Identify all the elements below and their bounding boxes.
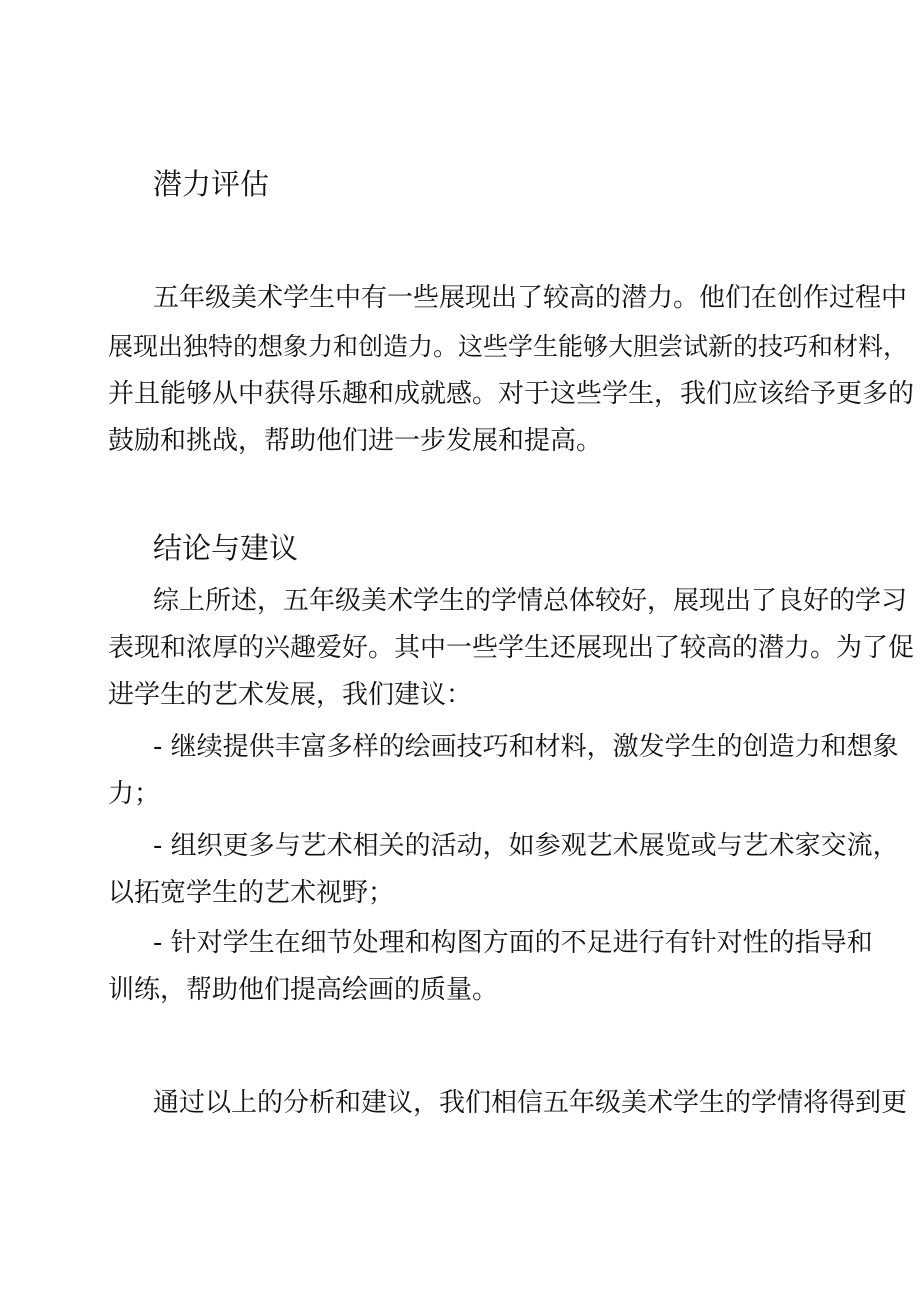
paragraph-line: 五年级美术学生中有一些展现出了较高的潜力。他们在创作过程中 — [153, 283, 908, 313]
list-item-line: - 继续提供丰富多样的绘画技巧和材料，激发学生的创造力和想象 — [153, 732, 899, 762]
paragraph-line: 通过以上的分析和建议，我们相信五年级美术学生的学情将得到更 — [153, 1088, 908, 1118]
paragraph-line: 进学生的艺术发展，我们建议： — [108, 680, 473, 710]
list-item-line: - 针对学生在细节处理和构图方面的不足进行有针对性的指导和 — [153, 928, 873, 958]
paragraph-line: 展现出独特的想象力和创造力。这些学生能够大胆尝试新的技巧和材料， — [108, 332, 909, 361]
paragraph-line: 并且能够从中获得乐趣和成就感。对于这些学生，我们应该给予更多的 — [108, 379, 915, 409]
section-heading-potential: 潜力评估 — [153, 167, 270, 201]
list-item-line: 力； — [108, 779, 161, 809]
list-item-line: 训练，帮助他们提高绘画的质量。 — [108, 975, 499, 1005]
list-item-line: 以拓宽学生的艺术视野； — [108, 878, 395, 908]
paragraph-line: 鼓励和挑战，帮助他们进一步发展和提高。 — [108, 426, 603, 456]
paragraph-line: 综上所述，五年级美术学生的学情总体较好，展现出了良好的学习 — [153, 586, 908, 616]
section-heading-conclusion: 结论与建议 — [153, 531, 299, 565]
paragraph-line: 表现和浓厚的兴趣爱好。其中一些学生还展现出了较高的潜力。为了促 — [108, 633, 915, 663]
list-item-line: - 组织更多与艺术相关的活动，如参观艺术展览或与艺术家交流， — [153, 831, 899, 861]
